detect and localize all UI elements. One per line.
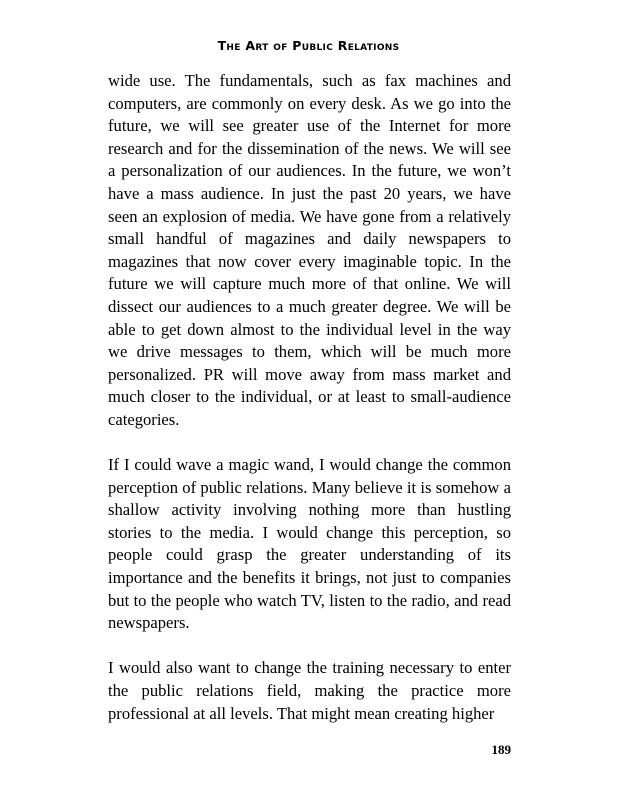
page-body xyxy=(108,70,511,748)
paragraph: I would also want to change the training necessary to enter the public relations field, making the practice more professional at all levels. That might mean creating higher xyxy=(108,658,511,723)
paragraph: wide use. The fundamentals, such as fax machines and computers, are commonly on every desk. As we go into the future, we will see greater use of the Internet for more research and for the dissemination of the news. We will see a personalization of our audiences. In the future, we won’t have a mass audience. In just the past 20 years, we have seen an explosion of media. We have gone from a relatively small handful of magazines and daily newspapers to magazines that now cover every imaginable topic. In the future we will capture much more of that online. We will dissect our audiences to a much greater degree. We will be able to get down almost to the individual level in the way we drive messages to them, which will be much more personalized. PR will move away from mass market and much closer to the individual, or at least to small-audience categories. xyxy=(108,71,511,429)
running-head-title: The Art of Public Relations xyxy=(217,38,400,53)
page-number: 189 xyxy=(491,742,511,757)
paragraph: If I could wave a magic wand, I would change the common perception of public relations. Many believe it is somehow a shallow activity involving nothing more than hustling stories to the media. I would change this perception, so people could grasp the greater understanding of its importance and the benefits it brings, not just to companies but to the people who watch TV, listen to the radio, and read newspapers. xyxy=(108,455,511,633)
